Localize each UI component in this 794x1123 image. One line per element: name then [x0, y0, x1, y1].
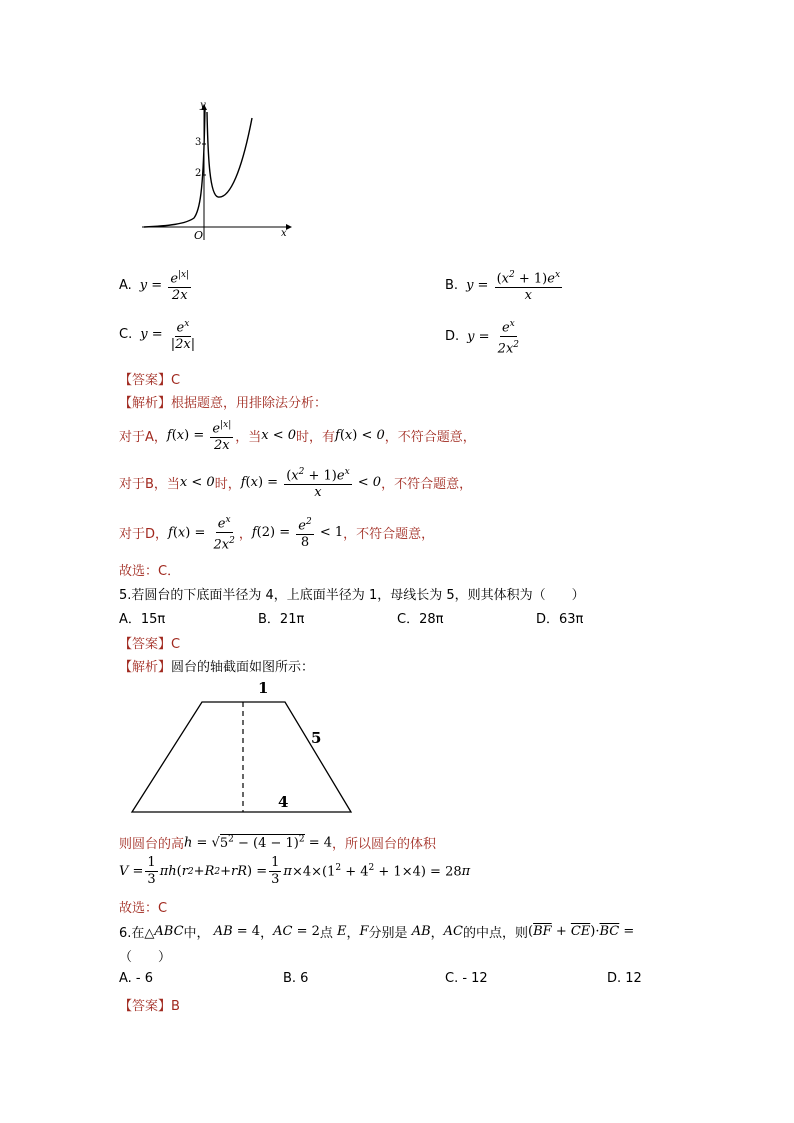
- q5-analysis-title: 【解析】: [119, 660, 172, 675]
- q5-height-formula: $h = √5^2 - (4 - 1)^2 = 4$: [184, 834, 333, 851]
- q4-line-b-f: f(x) = $\frac{(x^2 + 1)e^x}{x}$ < 0: [240, 467, 382, 501]
- option-d: [445, 317, 523, 357]
- option-d-label: D.: [445, 329, 460, 345]
- q6-option-b: B. 6: [283, 971, 309, 986]
- q5-question: 5.若圆台的下底面半径为 4，上底面半径为 1，母线长为 5，则其体积为（ ）: [119, 588, 585, 603]
- function-graph: [138, 100, 298, 250]
- q4-line-d-mid: ，: [238, 527, 252, 543]
- q6-mid3: 分别是: [368, 926, 408, 941]
- q6-ef: E: [332, 924, 347, 939]
- option-b-label: B.: [445, 278, 459, 294]
- q6-mid4: 的中点，则: [463, 926, 529, 941]
- q4-analysis-title: 【解析】: [119, 396, 172, 411]
- trapezoid-figure: [125, 695, 360, 820]
- option-c: [119, 317, 199, 352]
- q4-analysis-intro: 根据题意，用排除法分析：: [171, 396, 328, 411]
- q6-option-a: A. - 6: [119, 971, 154, 986]
- q4-answer: 【答案】C: [119, 373, 181, 388]
- option-a-label: A.: [119, 278, 132, 294]
- q5-option-c: C．28π: [397, 612, 444, 627]
- q4-line-a-suffix: ，不符合题意，: [384, 430, 476, 446]
- q4-line-b-cond: x < 0: [179, 475, 215, 491]
- q4-conclusion: 故选：C．: [119, 564, 181, 579]
- q6-ab-ac: AB: [407, 924, 431, 939]
- q6-vector-expr: $(\overline{BF} + \overline{CE})\cdot\overline{BC}$ =: [528, 924, 635, 939]
- graph-y-label: y: [200, 100, 206, 111]
- q6-prefix: 6.在△: [119, 926, 155, 941]
- option-a-formula: y = $\frac{e^{|x|}}{2x}$: [139, 270, 190, 304]
- q6-mid2: 点: [319, 926, 333, 941]
- q4-line-b-prefix: 对于B，当: [119, 477, 180, 493]
- q4-line-d-f: f(x) = $\frac{e^x}{2x^2}$: [168, 515, 235, 553]
- q5-height-suffix: ，所以圆台的体积: [332, 837, 437, 852]
- q6-answer: 【答案】B: [119, 999, 180, 1014]
- q4-line-a: [119, 418, 476, 453]
- q4-line-a-ineq: f(x) < 0: [335, 428, 385, 444]
- q6-ab-eq: AB = 4: [209, 924, 261, 939]
- option-b: [445, 268, 564, 303]
- q4-line-b-mid: 时，: [214, 477, 241, 493]
- trapezoid-side-label: 5: [311, 729, 322, 747]
- q5-height-prefix: 则圆台的高: [119, 837, 185, 852]
- q6-question: 6.在△ ABC 中， AB = 4 ， AC = 2 点 E ， F 分别是 AB ， AC 的中点，则 $(\overline{BF} + \overline{CE})\cdot\overline{BC}$ =: [119, 924, 635, 941]
- q5-conclusion: 故选：C: [119, 901, 168, 916]
- q4-line-a-mid2: 时，有: [296, 430, 336, 446]
- graph-tick-2: 2: [195, 168, 202, 179]
- graph-origin-label: O: [194, 229, 204, 242]
- option-b-formula: y = $\frac{(x^2 + 1)e^x}{x}$: [466, 270, 561, 304]
- q4-line-d-suffix: ，不符合题意，: [343, 527, 435, 543]
- q4-line-b-suffix: ，不符合题意，: [381, 477, 473, 493]
- q6-option-d: D. 12: [607, 971, 642, 986]
- q4-line-a-cond: x < 0: [261, 428, 297, 444]
- q6-abc: ABC: [154, 924, 184, 939]
- q4-line-a-prefix: 对于A，: [119, 430, 167, 446]
- q4-line-d: [119, 513, 434, 553]
- trapezoid-bottom-label: 4: [278, 793, 289, 811]
- q5-analysis-intro: 圆台的轴截面如图所示：: [171, 660, 315, 675]
- q5-answer: 【答案】C: [119, 637, 181, 652]
- trapezoid-top-label: 1: [258, 679, 269, 697]
- q5-option-d: D．63π: [536, 612, 584, 627]
- q6-ac-eq: AC = 2: [273, 924, 320, 939]
- option-c-formula: y = $\frac{e^x}{|2x|}$: [140, 319, 196, 353]
- q4-line-d-prefix: 对于D，: [119, 527, 169, 543]
- q6-blank: （ ）: [119, 950, 172, 965]
- q4-line-d-f2: f(2) = $\frac{e^2}{8}$ < 1: [251, 517, 344, 551]
- q4-line-b: [119, 465, 472, 500]
- q4-line-a-mid: ，当: [235, 430, 262, 446]
- option-a: [119, 268, 193, 303]
- option-c-label: C.: [119, 327, 133, 343]
- q5-height-line: [119, 833, 436, 852]
- q4-analysis-intro-line: [119, 392, 327, 411]
- q5-analysis-line: [119, 656, 314, 675]
- q4-line-a-f: f(x) = $\frac{e^{|x|}}{2x}$: [166, 420, 232, 454]
- graph-tick-3: 3: [195, 137, 202, 148]
- graph-x-label: x: [281, 228, 287, 239]
- q5-option-b: B．21π: [258, 612, 305, 627]
- q6-option-c: C. - 12: [445, 971, 488, 986]
- q5-option-a: A．15π: [119, 612, 166, 627]
- q5-volume-formula: V = $\frac{1}{3}$ πh ( r 2 + R 2 + rR ) = $\frac{1}{3}$ π $\times 4\times(1^2 + 4^2 + 1\times 4) = 28$ π: [119, 855, 471, 887]
- q6-mid: 中，: [183, 926, 210, 941]
- option-d-formula: y = $\frac{e^x}{2x^2}$: [467, 319, 520, 357]
